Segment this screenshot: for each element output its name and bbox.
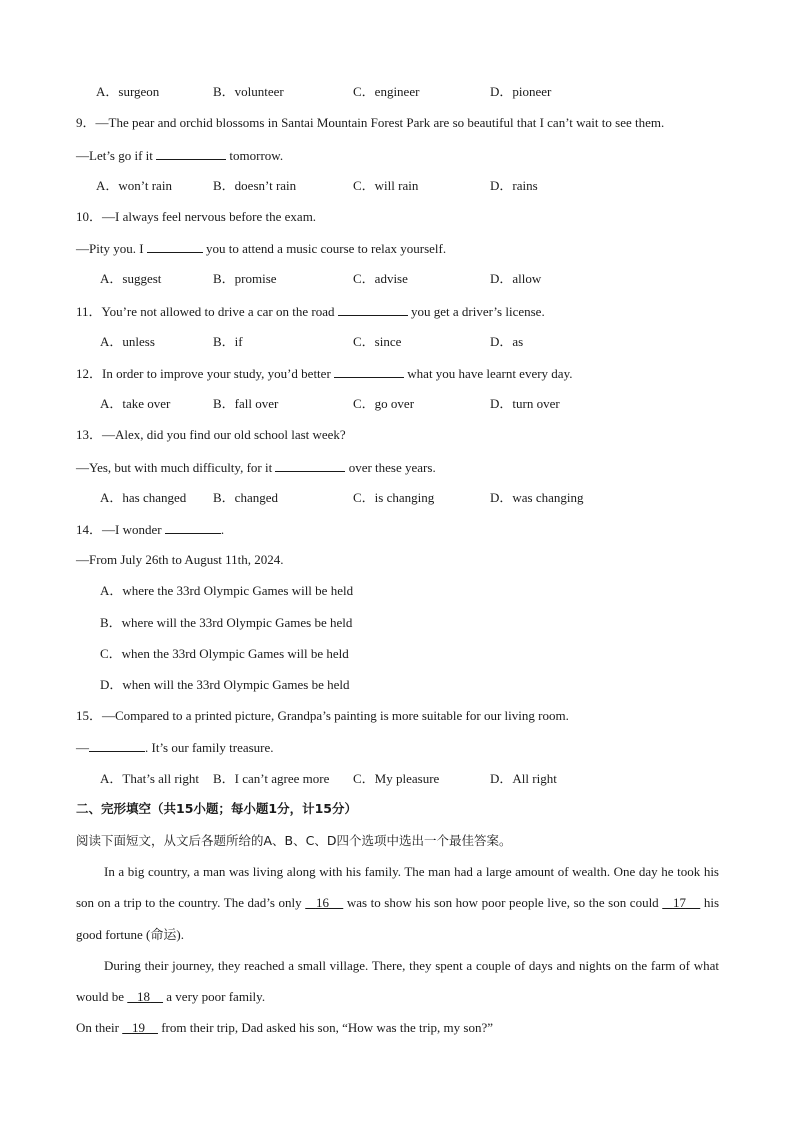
q10-option-a[interactable]: A．suggest [100,271,162,286]
q13-blank [275,459,345,472]
q12-option-a[interactable]: A．take over [100,396,171,411]
q9-option-a[interactable]: A．won’t rain [96,178,172,193]
q12-option-b[interactable]: B．fall over [213,396,279,411]
q8-option-d[interactable]: D．pioneer [490,84,552,99]
q10-reply: —Pity you. I you to attend a music course to relax yourself. [76,241,447,256]
passage-paragraph-2: During their journey, they reached a small village. There, they spent a couple of days and nights on the farm of what would be 18 a very poor family. [76,958,719,1005]
q14-option-c[interactable]: C．when the 33rd Olympic Games will be held [100,646,349,661]
blank-16: 16 [315,895,329,911]
q15-blank [89,739,145,752]
blank-19: 19 [131,1020,145,1035]
q12-option-c[interactable]: C．go over [353,396,415,411]
q15-option-a[interactable]: A．That’s all right [100,771,199,786]
q9-reply: —Let’s go if it tomorrow. [76,148,284,163]
q11-option-c[interactable]: C．since [353,334,402,349]
q9-option-d[interactable]: D．rains [490,178,538,193]
q13-option-d[interactable]: D．was changing [490,490,584,505]
q10-option-d[interactable]: D．allow [490,271,542,286]
q9-option-b[interactable]: B．doesn’t rain [213,178,297,193]
q15-option-c[interactable]: C．My pleasure [353,771,440,786]
q12-blank [334,365,404,378]
q9-option-c[interactable]: C．will rain [353,178,419,193]
q11-stem: 11．You’re not allowed to drive a car on the road you get a driver’s license. [76,304,545,319]
q12-stem: 12．In order to improve your study, you’d better what you have learnt every day. [76,366,573,381]
q11-option-a[interactable]: A．unless [100,334,155,349]
q10-option-b[interactable]: B．promise [213,271,277,286]
q13-option-a[interactable]: A．has changed [100,490,187,505]
passage-paragraph-1: In a big country, a man was living along with his family. The man had a large amount of wealth. One day he took his son on a trip to the country. The dad’s only 16 was to show his son how poor people live, so the son could 17 his good fortune (命运). [76,864,720,942]
q14-option-b[interactable]: B．where will the 33rd Olympic Games be held [100,615,353,630]
q14-stem: 14．—I wonder . [76,522,225,537]
q15-stem: 15．—Compared to a printed picture, Grandpa’s painting is more suitable for our living room. [76,708,569,723]
q15-option-b[interactable]: B．I can’t agree more [213,771,330,786]
q15-option-d[interactable]: D．All right [490,771,557,786]
q12-option-d[interactable]: D．turn over [490,396,560,411]
q15-reply: — . It’s our family treasure. [76,740,274,755]
section-instruction: 阅读下面短文，从文后各题所给的A、B、C、D四个选项中选出一个最佳答案。 [76,833,512,848]
q8-option-a[interactable]: A．surgeon [96,84,160,99]
q11-option-d[interactable]: D．as [490,334,524,349]
q8-option-c[interactable]: C．engineer [353,84,420,99]
q10-stem: 10．—I always feel nervous before the exam. [76,209,317,224]
q13-reply: —Yes, but with much difficulty, for it over these years. [76,460,436,475]
blank-18: 18 [137,989,151,1005]
blank-17: 17 [672,895,686,911]
section-heading: 二、完形填空（共15小题；每小题1分，计15分） [76,801,357,816]
passage-paragraph-3: On their 19 from their trip, Dad asked his son, “How was the trip, my son?” [76,1020,494,1035]
q13-stem: 13．—Alex, did you find our old school last week? [76,427,346,442]
q14-option-d[interactable]: D．when will the 33rd Olympic Games be held [100,677,350,692]
q8-option-b[interactable]: B．volunteer [213,84,284,99]
q14-blank [165,521,221,534]
q10-blank [147,240,203,253]
q11-option-b[interactable]: B．if [213,334,243,349]
q14-reply: —From July 26th to August 11th, 2024. [76,552,284,567]
q13-option-c[interactable]: C．is changing [353,490,435,505]
q10-option-c[interactable]: C．advise [353,271,408,286]
q11-blank [338,303,408,316]
q14-option-a[interactable]: A．where the 33rd Olympic Games will be held [100,583,354,598]
q9-blank [156,147,226,160]
q13-option-b[interactable]: B．changed [213,490,278,505]
q9-stem: 9．—The pear and orchid blossoms in Santai Mountain Forest Park are so beautiful that I can’t wait to see them. [76,115,665,130]
